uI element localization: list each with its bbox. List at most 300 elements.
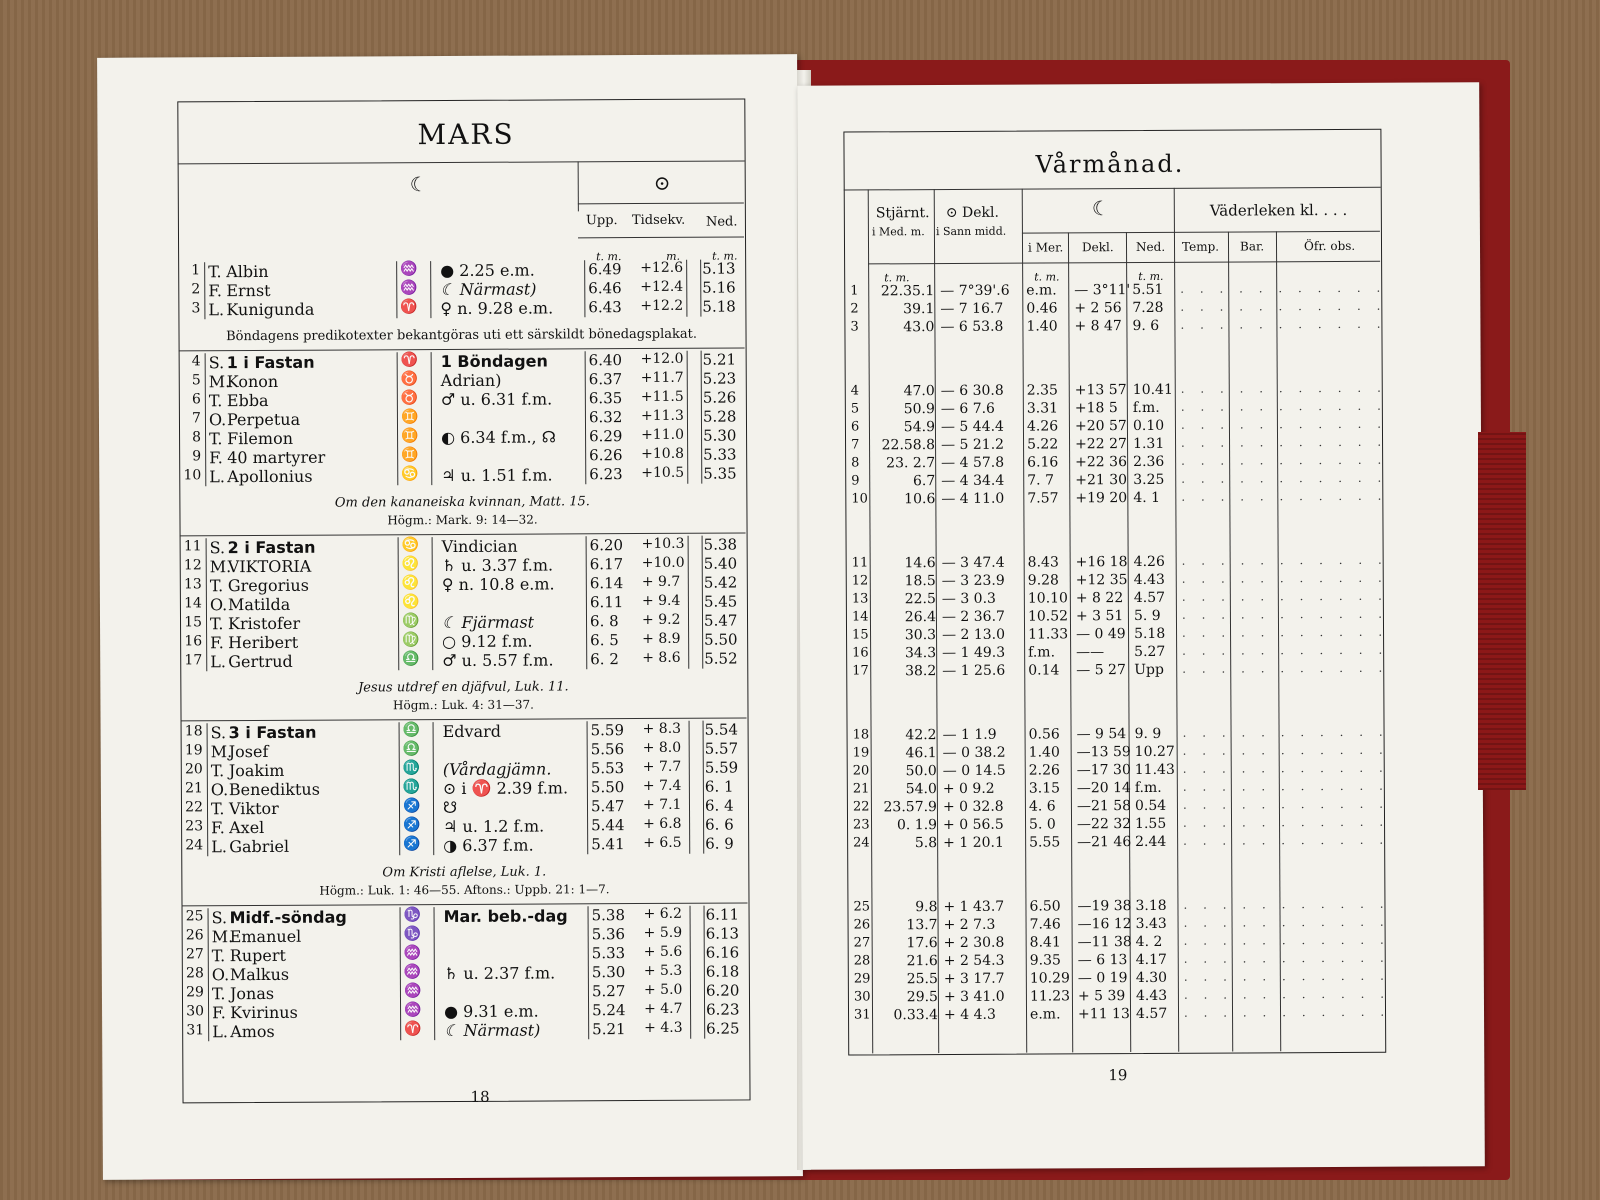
- cell-wd: T.: [210, 799, 225, 819]
- cell-dek: + 2 54.3: [943, 952, 1005, 970]
- cell-upp: 6. 2: [590, 650, 619, 669]
- cell-day: 21: [852, 781, 870, 797]
- cell-mdek: —20 14: [1076, 780, 1131, 797]
- weather-dots: . . . . . . . . . . .: [1181, 606, 1389, 622]
- cell-stj: 13.7: [906, 917, 938, 934]
- cell-day: 23: [852, 817, 870, 833]
- cell-sign: ♈: [400, 299, 418, 316]
- sermon-note: Högm.: Mark. 9: 14—32.: [387, 512, 538, 528]
- cell-ned: f.m.: [1134, 779, 1162, 797]
- cell-dek: — 6 53.8: [940, 318, 1004, 336]
- cell-sign: ♒: [403, 945, 422, 962]
- right-title: Vårmånad.: [1035, 149, 1185, 179]
- cell-name: Viktor: [228, 798, 279, 819]
- cell-dek: + 4 4.3: [943, 1006, 996, 1024]
- cell-dek: + 3 17.7: [943, 970, 1005, 988]
- weather-dots: . . . . . . . . . . .: [1183, 968, 1390, 984]
- weather-dots: . . . . . . . . . . .: [1181, 470, 1388, 486]
- cell-stj: 38.2: [905, 663, 937, 680]
- cell-mdek: —22 32: [1076, 816, 1132, 833]
- cell-stj: 26.4: [904, 609, 936, 626]
- page-number-right: 19: [1108, 1066, 1128, 1085]
- cell-ned: 5.16: [702, 278, 736, 297]
- header-stjarnt: Stjärnt.: [875, 205, 930, 222]
- gospel-note: Böndagens predikotexter bekantgöras uti ett särskildt bönedagsplakat.: [226, 326, 698, 345]
- cell-event: ◐ 6.34 f.m., ☊: [441, 427, 556, 448]
- cell-upp: 5.38: [591, 906, 626, 925]
- cell-ned: 6. 6: [705, 815, 734, 834]
- cell-mdek: — 0 19: [1077, 970, 1128, 987]
- cell-sign: ♉: [400, 371, 419, 388]
- weather-dots: . . . . . . . . . . .: [1183, 832, 1390, 848]
- cell-wd: S.: [211, 908, 228, 928]
- cell-tid: + 6.8: [643, 815, 682, 832]
- cell-wd: O.: [211, 965, 230, 985]
- cell-dek: + 2 7.3: [943, 916, 996, 934]
- cell-ned: 4.26: [1133, 553, 1165, 571]
- cell-dek: + 1 43.7: [943, 898, 1005, 916]
- cell-day: 27: [185, 946, 204, 963]
- cell-upp: 6.26: [589, 446, 623, 465]
- header-weather-bar: Bar.: [1239, 239, 1265, 254]
- cell-day: 23: [185, 818, 204, 835]
- cell-ned: 9. 9: [1134, 725, 1162, 743]
- cell-event: ☾ Närmast): [440, 279, 537, 300]
- weather-dots: . . . . . . . . . . .: [1181, 434, 1388, 450]
- cell-mer: 10.29: [1029, 970, 1070, 987]
- cell-upp: 6. 8: [589, 612, 619, 631]
- cell-mdek: ——: [1076, 644, 1105, 661]
- cell-ned: 6.25: [706, 1019, 740, 1038]
- cell-wd: T.: [211, 946, 226, 966]
- cell-sign: ♒: [404, 1002, 422, 1019]
- cell-wd: F.: [208, 281, 223, 301]
- weather-dots: . . . . . . . . . . .: [1181, 452, 1388, 468]
- cell-mer: 5. 0: [1028, 816, 1056, 833]
- cell-name: Heribert: [228, 632, 299, 653]
- cell-day: 11: [851, 555, 869, 571]
- cell-name: Amos: [230, 1021, 275, 1042]
- cell-stj: 22.58.8: [881, 437, 936, 454]
- cell-mer: 5.55: [1029, 834, 1061, 851]
- weather-dots: . . . . . . . . . . .: [1180, 316, 1387, 332]
- cell-ned: 0.10: [1132, 417, 1165, 435]
- cell-event: ♂ u. 5.57 f.m.: [442, 650, 554, 671]
- weather-dots: . . . . . . . . . . .: [1182, 760, 1389, 776]
- weather-dots: . . . . . . . . . . .: [1182, 778, 1389, 794]
- cell-upp: 5.21: [592, 1020, 626, 1039]
- cell-mdek: + 8 22: [1075, 590, 1124, 607]
- cell-mdek: +22 27: [1075, 436, 1127, 453]
- cell-day: 5: [191, 372, 201, 389]
- cell-day: 12: [183, 557, 202, 574]
- cell-dek: + 0 56.5: [942, 816, 1004, 834]
- unit-ned-r: t. m.: [1138, 269, 1164, 284]
- cell-stj: 23.57.9: [883, 799, 937, 816]
- cell-ned: 2.36: [1133, 453, 1165, 471]
- cell-mer: 4.26: [1026, 418, 1059, 435]
- cell-ned: 6.20: [705, 981, 740, 1000]
- cell-mdek: — 3°11': [1074, 282, 1131, 299]
- cell-day: 15: [184, 614, 203, 631]
- cell-day: 22: [185, 799, 204, 816]
- cell-dek: — 1 25.6: [942, 662, 1006, 680]
- cell-name: Kunigunda: [226, 299, 315, 320]
- cell-name: Malkus: [229, 964, 290, 985]
- header-dekl: ⊙ Dekl.: [945, 204, 999, 222]
- cell-day: 25: [853, 899, 871, 915]
- cell-ned: 3.43: [1135, 915, 1167, 933]
- cell-name: Perpetua: [226, 409, 301, 430]
- cell-event: ☾ Närmast): [444, 1020, 541, 1041]
- cell-day: 14: [184, 595, 202, 612]
- cell-ned: 4.30: [1135, 969, 1168, 987]
- cell-dek: — 7 16.7: [940, 300, 1004, 318]
- cell-day: 31: [853, 1007, 871, 1023]
- header-weather: Väderleken kl. . . .: [1209, 200, 1348, 220]
- cell-ned: 5.13: [702, 259, 736, 278]
- cell-stj: 18.5: [904, 573, 936, 590]
- cell-dek: — 4 11.0: [941, 490, 1005, 508]
- cell-mdek: —17 30: [1076, 762, 1131, 779]
- ephemeris-row: [847, 832, 1390, 854]
- cell-tid: +10.0: [641, 554, 685, 571]
- cell-ned: 5.42: [703, 573, 738, 592]
- cell-dek: + 3 41.0: [943, 988, 1005, 1006]
- cell-name: Gregorius: [227, 575, 309, 596]
- cell-dek: — 6 30.8: [940, 382, 1004, 400]
- cell-tid: + 9.2: [641, 611, 681, 628]
- sermon-note: Högm.: Luk. 4: 31—37.: [392, 697, 534, 713]
- cell-name: 2 i Fastan: [227, 537, 316, 558]
- cell-tid: +12.6: [640, 259, 684, 276]
- cell-day: 3: [191, 300, 201, 317]
- cell-mer: 3.15: [1028, 780, 1061, 797]
- cell-day: 8: [851, 455, 860, 471]
- weather-dots: . . . . . . . . . . .: [1182, 660, 1389, 676]
- cell-day: 16: [184, 633, 203, 650]
- cell-dek: — 4 57.8: [941, 454, 1005, 472]
- cell-dek: + 0 9.2: [942, 780, 995, 798]
- cell-event: ● 2.25 e.m.: [440, 260, 535, 281]
- cell-dek: — 1 1.9: [942, 726, 997, 744]
- cell-tid: +10.5: [641, 464, 685, 481]
- cell-stj: 50.0: [905, 763, 937, 780]
- cell-tid: + 5.0: [643, 981, 683, 998]
- cell-sign: ♎: [402, 741, 421, 758]
- cell-upp: 6.37: [588, 370, 623, 389]
- cell-ned: 6. 9: [705, 834, 734, 853]
- cell-mdek: + 2 56: [1074, 300, 1122, 317]
- cell-name: 3 i Fastan: [228, 722, 317, 743]
- cell-dek: — 4 34.4: [941, 472, 1005, 490]
- weather-dots: . . . . . . . . . . .: [1182, 724, 1389, 740]
- cell-ned: 2.44: [1135, 833, 1167, 851]
- cell-upp: 6.23: [589, 465, 623, 484]
- cell-name: VIKTORIA: [227, 556, 312, 577]
- cell-name: Kristofer: [227, 613, 301, 634]
- cell-ned: 4. 1: [1133, 489, 1161, 507]
- calendar-row: [182, 1019, 748, 1041]
- cell-wd: S.: [209, 538, 226, 558]
- cell-sign: ♊: [401, 428, 419, 445]
- cell-upp: 5.30: [591, 963, 626, 982]
- cell-wd: L.: [211, 837, 227, 857]
- cell-upp: 6.35: [588, 389, 623, 408]
- cell-ned: 10.27: [1134, 743, 1175, 761]
- cell-mdek: + 3 51: [1075, 608, 1124, 625]
- cell-stj: 23. 2.7: [886, 455, 936, 472]
- weather-dots: . . . . . . . . . . .: [1181, 552, 1388, 568]
- cell-event: Edvard: [442, 721, 502, 742]
- cell-day: 19: [852, 745, 870, 761]
- cell-ned: f.m.: [1132, 399, 1160, 417]
- cell-mdek: —19 38: [1077, 898, 1132, 915]
- cell-stj: 0.33.4: [893, 1007, 939, 1024]
- cell-sign: ♍: [402, 632, 420, 649]
- cell-mdek: — 0 49: [1076, 626, 1126, 643]
- cell-wd: L.: [208, 300, 225, 320]
- cell-upp: 5.44: [591, 816, 625, 835]
- cell-name: Emanuel: [229, 926, 302, 947]
- weather-dots: . . . . . . . . . . .: [1183, 896, 1390, 912]
- cell-day: 24: [853, 835, 870, 851]
- cell-dek: + 1 20.1: [943, 834, 1004, 852]
- cell-name: Josef: [228, 741, 269, 762]
- cell-upp: 6.46: [588, 279, 622, 298]
- weather-dots: . . . . . . . . . . .: [1180, 416, 1388, 432]
- cell-sign: ♒: [400, 280, 418, 297]
- cell-event: ⊙ i ♈ 2.39 f.m.: [442, 778, 569, 799]
- cell-mer: 7. 7: [1027, 472, 1054, 489]
- cell-sign: ♐: [403, 836, 421, 853]
- cell-wd: L.: [210, 652, 226, 672]
- cell-mdek: +12 35: [1075, 572, 1128, 589]
- cell-wd: T.: [209, 576, 224, 596]
- cell-tid: + 9.7: [641, 573, 681, 590]
- cell-mer: 7.57: [1027, 490, 1059, 507]
- cell-name: Jonas: [229, 983, 275, 1004]
- cell-ned: 4.43: [1135, 987, 1168, 1005]
- cell-day: 25: [185, 908, 204, 925]
- cell-name: 40 martyrer: [227, 447, 326, 468]
- cell-dek: — 2 13.0: [942, 626, 1006, 644]
- cell-stj: 50.9: [903, 401, 935, 418]
- cell-dek: — 5 44.4: [940, 418, 1004, 436]
- cell-wd: F.: [211, 818, 225, 838]
- cell-upp: 5.59: [590, 721, 625, 740]
- weather-dots: . . . . . . . . . . .: [1183, 932, 1390, 948]
- cell-sign: ♒: [403, 983, 422, 1000]
- cell-stj: 0. 1.9: [896, 817, 938, 834]
- cell-sign: ♈: [400, 352, 419, 369]
- cell-day: 2: [191, 281, 201, 298]
- cell-wd: M.: [210, 742, 233, 762]
- moon-header-symbol: ☾: [409, 172, 428, 197]
- bookmark-ribbon: [1478, 432, 1526, 790]
- cell-day: 6: [850, 419, 860, 435]
- cell-mer: 10.10: [1027, 590, 1068, 607]
- cell-ned: 5.45: [703, 592, 738, 611]
- cell-name: Axel: [229, 817, 265, 838]
- sun-header-upp: Upp.: [585, 213, 618, 229]
- cell-wd: L.: [209, 467, 226, 487]
- cell-tid: + 8.9: [642, 630, 681, 647]
- cell-day: 2: [850, 301, 859, 317]
- cell-event: ● 9.31 e.m.: [444, 1001, 539, 1022]
- cell-stj: 5.8: [914, 835, 938, 852]
- weather-dots: . . . . . . . . . . .: [1180, 398, 1387, 414]
- cell-tid: + 6.2: [643, 905, 683, 922]
- cell-sign: ♊: [401, 447, 419, 464]
- cell-tid: + 4.7: [644, 1000, 683, 1017]
- cell-wd: T.: [208, 391, 223, 411]
- cell-mdek: +13 57: [1074, 382, 1127, 399]
- cell-mdek: —16 12: [1077, 916, 1132, 933]
- right-body: [844, 280, 1391, 1054]
- cell-ned: 6.13: [705, 924, 740, 943]
- cell-ned: 5.21: [702, 350, 737, 369]
- cell-mdek: —21 58: [1076, 798, 1132, 815]
- cell-ned: Upp: [1134, 661, 1165, 679]
- cell-day: 11: [183, 538, 202, 555]
- cell-mer: 6.50: [1029, 898, 1061, 915]
- cell-ned: 0.54: [1134, 797, 1167, 815]
- cell-day: 4: [191, 353, 201, 370]
- cell-event: ♀ n. 9.28 e.m.: [440, 298, 554, 319]
- header-weather-ofr: Öfr. obs.: [1303, 238, 1356, 254]
- cell-event: ♃ u. 1.2 f.m.: [443, 816, 545, 837]
- cell-mdek: +20 57: [1074, 418, 1127, 435]
- cell-mer: 0.46: [1026, 300, 1058, 317]
- cell-wd: T.: [211, 984, 226, 1004]
- weather-dots: . . . . . . . . . . .: [1181, 624, 1389, 640]
- cell-upp: 6.29: [589, 427, 623, 446]
- cell-name: Ebba: [226, 390, 269, 411]
- cell-sign: ♎: [402, 722, 421, 739]
- cell-ned: 6.23: [706, 1000, 740, 1019]
- cell-event: Mar. beb.-dag: [443, 906, 568, 927]
- cell-event: ♄ u. 3.37 f.m.: [441, 555, 554, 576]
- cell-stj: 30.3: [904, 627, 937, 644]
- cell-ned: 9. 6: [1132, 317, 1160, 335]
- cell-mer: 2.35: [1026, 382, 1058, 399]
- cell-event: ♄ u. 2.37 f.m.: [443, 963, 556, 984]
- cell-wd: S.: [210, 723, 227, 743]
- header-dekl-sub: i Sann midd.: [935, 224, 1007, 239]
- cell-event: (Vårdagjämn.: [442, 759, 552, 780]
- cell-day: 6: [191, 391, 201, 408]
- cell-ned: 5.57: [704, 739, 739, 758]
- cell-sign: ♑: [403, 907, 422, 924]
- weather-dots: . . . . . . . . . . .: [1181, 488, 1388, 504]
- cell-dek: — 3 23.9: [941, 572, 1005, 590]
- cell-mer: 11.33: [1028, 626, 1069, 643]
- weather-dots: . . . . . . . . . . .: [1183, 1004, 1391, 1020]
- cell-upp: 6.11: [589, 593, 624, 612]
- cell-ned: 5.51: [1132, 281, 1164, 299]
- cell-day: 28: [853, 953, 871, 969]
- gospel-note: Jesus utdref en djäfvul, Luk. 11.: [358, 679, 569, 696]
- cell-tid: +10.3: [641, 535, 685, 552]
- weather-dots: . . . . . . . . . . .: [1180, 380, 1387, 396]
- cell-day: 13: [851, 591, 869, 607]
- sun-header-tidsekv: Tidsekv.: [631, 212, 686, 229]
- cell-tid: +12.2: [640, 297, 684, 314]
- cell-ned: 5.35: [703, 464, 737, 483]
- cell-mer: e.m.: [1029, 1006, 1061, 1023]
- cell-day: 17: [852, 663, 869, 679]
- gospel-note: Om den kananeiska kvinnan, Matt. 15.: [334, 494, 590, 511]
- cell-sign: ♐: [403, 817, 421, 834]
- cell-mdek: +16 18: [1075, 554, 1128, 571]
- cell-name: Ernst: [226, 280, 271, 301]
- cell-mer: 11.23: [1029, 988, 1071, 1005]
- cell-upp: 5.33: [591, 944, 626, 963]
- ephemeris-row: [846, 660, 1389, 682]
- cell-stj: 43.0: [903, 319, 935, 336]
- right-page: [797, 82, 1485, 1170]
- cell-name: Gertrud: [228, 651, 293, 672]
- cell-wd: S.: [208, 353, 225, 373]
- cell-wd: F.: [210, 633, 224, 653]
- cell-ned: 3.18: [1135, 897, 1167, 915]
- cell-ned: 10.41: [1132, 381, 1173, 399]
- cell-ned: 5.33: [703, 445, 737, 464]
- cell-event: Vindician: [441, 536, 518, 557]
- cell-mer: 4. 6: [1028, 798, 1056, 815]
- calendar-row: [181, 834, 747, 856]
- cell-mer: 5.22: [1027, 436, 1059, 453]
- sun-header-ned: Ned.: [705, 214, 738, 230]
- cell-upp: 6.14: [589, 574, 624, 593]
- cell-stj: 14.6: [904, 555, 936, 572]
- unit-stjarnt: t. m.: [884, 271, 910, 285]
- cell-day: 9: [851, 473, 860, 489]
- cell-stj: 9.8: [915, 899, 938, 916]
- calendar-row: [178, 297, 744, 319]
- cell-mer: e.m.: [1026, 282, 1057, 299]
- cell-ned: 5.18: [1134, 625, 1166, 643]
- cell-dek: — 6 7.6: [940, 400, 995, 418]
- cell-ned: 5.26: [702, 388, 737, 407]
- cell-name: Benediktus: [228, 779, 320, 800]
- cell-ned: 4.57: [1135, 1005, 1168, 1023]
- cell-mdek: — 6 13: [1077, 952, 1128, 969]
- cell-day: 7: [191, 410, 201, 427]
- cell-upp: 5.27: [591, 982, 626, 1001]
- cell-wd: T.: [209, 429, 223, 449]
- cell-sign: ♏: [402, 779, 421, 796]
- cell-ned: 6.16: [705, 943, 740, 962]
- cell-stj: 54.9: [903, 419, 935, 436]
- cell-name: Matilda: [227, 594, 291, 615]
- cell-event: ○ 9.12 f.m.: [442, 631, 533, 652]
- cell-stj: 22.35.1: [880, 283, 935, 300]
- cell-ned: 5. 9: [1133, 607, 1161, 625]
- cell-tid: + 8.0: [642, 739, 682, 756]
- cell-day: 27: [853, 935, 871, 951]
- cell-ned: 5.28: [702, 407, 737, 426]
- cell-dek: — 3 47.4: [941, 554, 1005, 572]
- cell-tid: + 5.9: [643, 924, 683, 941]
- cell-mdek: +21 30: [1075, 472, 1128, 489]
- cell-day: 3: [850, 319, 859, 335]
- unit-tid: m.: [666, 249, 681, 263]
- cell-mer: 6.16: [1027, 454, 1059, 471]
- cell-sign: ♋: [401, 537, 420, 554]
- cell-sign: ♍: [401, 613, 420, 630]
